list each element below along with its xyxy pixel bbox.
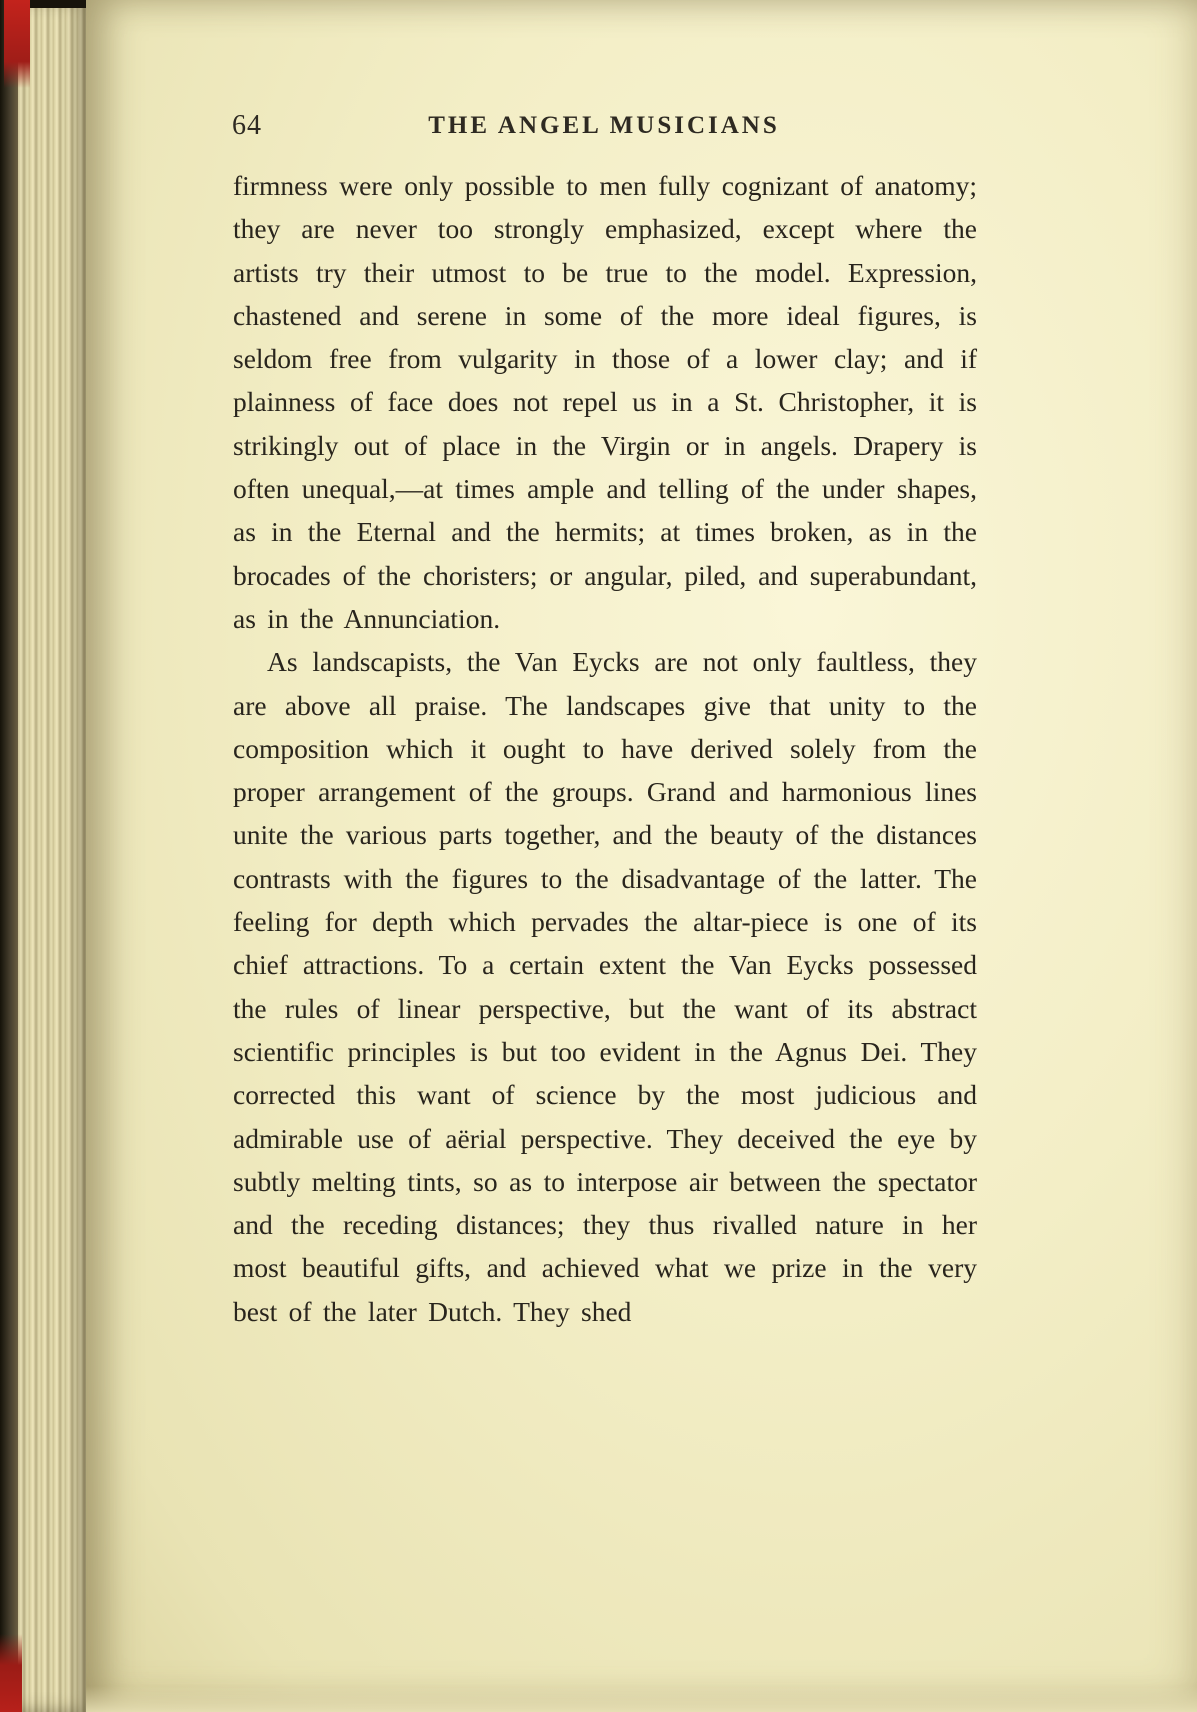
paragraph-1: firmness were only possible to men fully cognizant of anatomy; they are never too strongly emphasized, except where the artists try their utmost to be true to the model. Expression, chastened and serene in some of the more ideal figures, is seldom free from vulgarity in those of a lower clay; and if plainness of face does not repel us in a St. Christopher, it is strikingly out of place in the Virgin or in angels. Drapery is often unequal,—at times ample and telling of the under shapes, as in the Eternal and the hermits; at times broken, as in the brocades of the choristers; or angular, piled, and superabundant, as in the Annunciation. (233, 170, 977, 634)
body-text (233, 164, 977, 1333)
paragraph-2: As landscapists, the Van Eycks are not only faultless, they are above all praise. The landscapes give that unity to the composition which it ought to have derived solely from the proper arrangement of the groups. Grand and harmonious lines unite the various parts together, and the beauty of the distances contrasts with the figures to the disadvantage of the latter. The feeling for depth which pervades the altar-piece is one of its chief attractions. To a certain extent the Van Eycks possessed the rules of linear perspective, but the want of its abstract scientific principles is but too evident in the Agnus Dei. They corrected this want of science by the most judicious and admirable use of aërial perspective. They deceived the eye by subtly melting tints, so as to interpose air between the spectator and the receding distances; they thus rivalled nature in her most beautiful gifts, and achieved what we prize in the very best of the later Dutch. They shed (233, 646, 977, 1327)
running-header-title: THE ANGEL MUSICIANS (428, 112, 780, 139)
page-number: 64 (232, 110, 262, 141)
page-edges (18, 0, 90, 1712)
scanner-red-corner-bottom (0, 1634, 22, 1712)
book-spine (0, 0, 18, 1712)
page-header (232, 108, 976, 148)
scanner-red-corner-top (4, 0, 30, 88)
page-bottom-edge (86, 1686, 1197, 1712)
